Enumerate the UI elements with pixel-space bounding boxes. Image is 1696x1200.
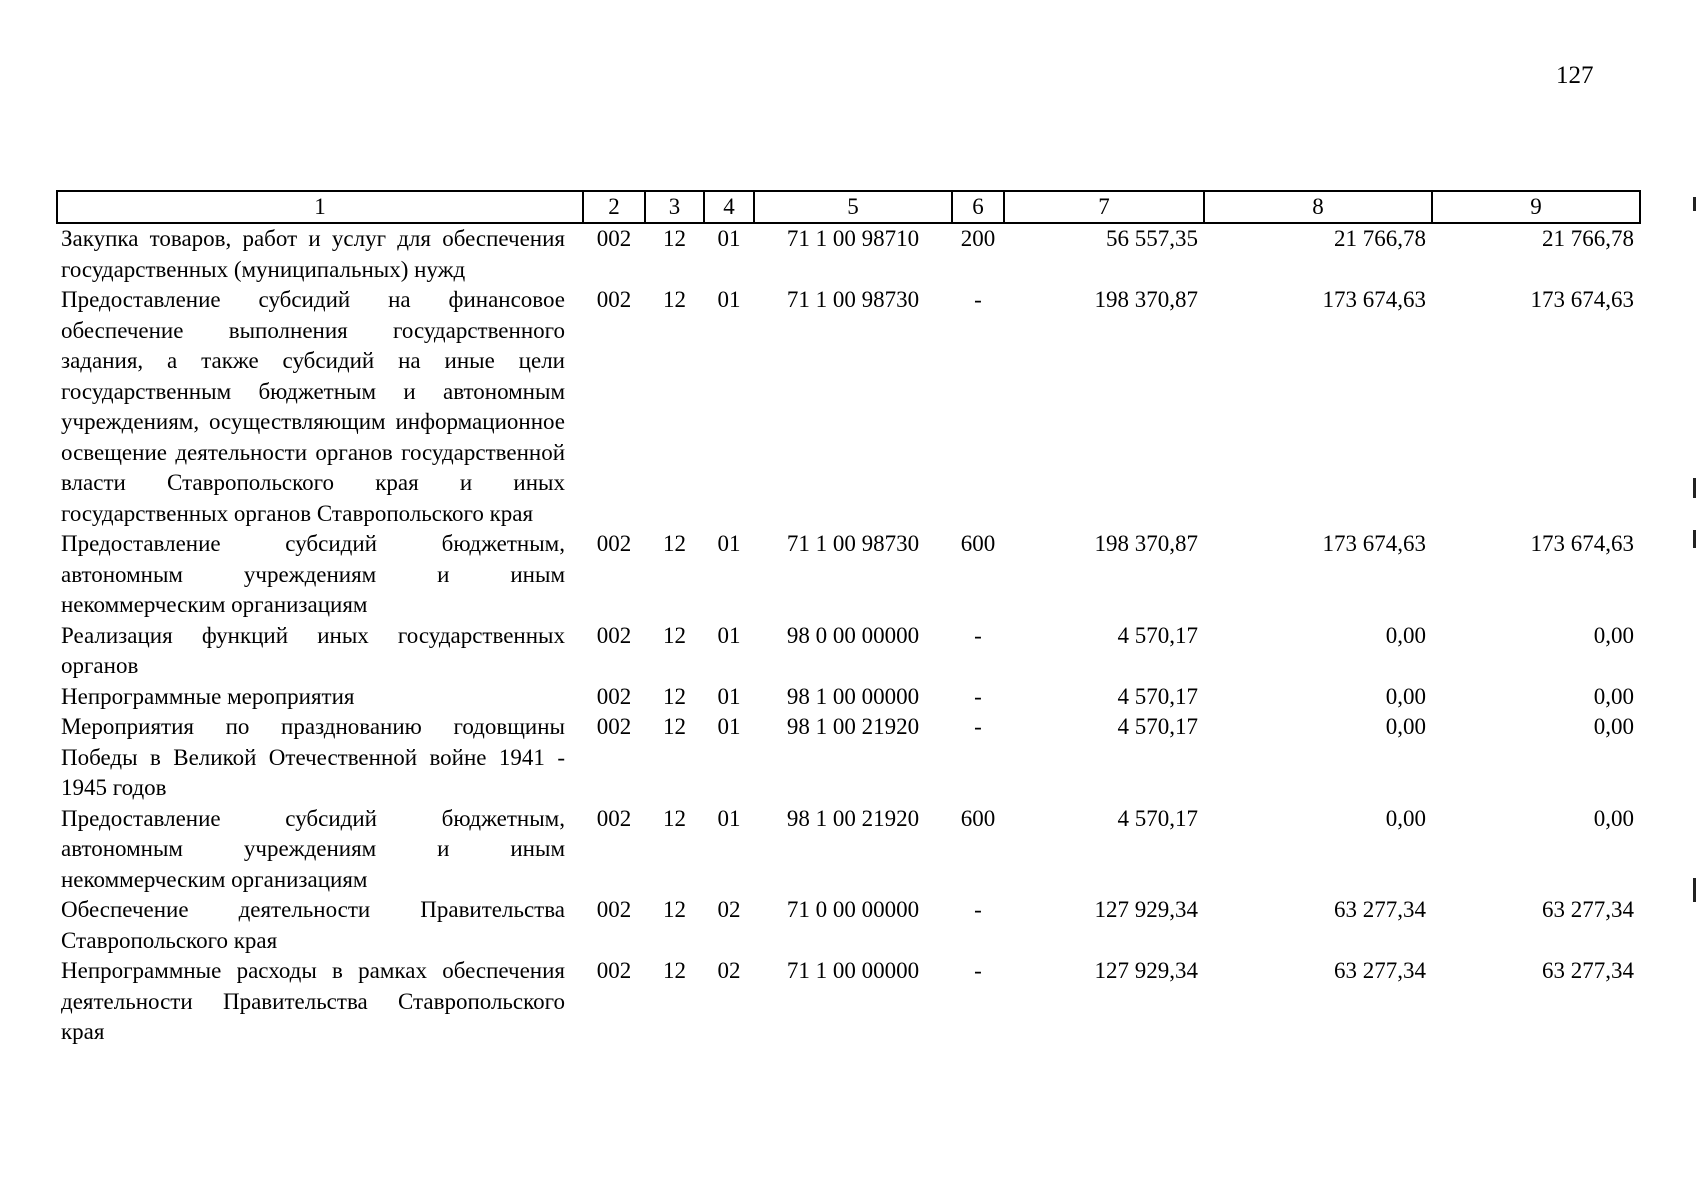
amount-col7: 4 570,17: [1117, 714, 1198, 739]
ministry-code: 002: [596, 531, 632, 556]
expense-type-code: -: [974, 287, 982, 312]
amount-col8: 21 766,78: [1334, 226, 1426, 251]
amount-col8: 173 674,63: [1322, 531, 1426, 556]
ministry-code: 002: [596, 287, 632, 312]
header-cell: 9: [1432, 191, 1640, 223]
ministry-code: 002: [596, 683, 632, 709]
target-article-code: 71 1 00 00000: [786, 958, 920, 983]
amount-col9: 63 277,34: [1542, 958, 1634, 983]
header-cell: 8: [1204, 191, 1432, 223]
amount-col7: 198 370,87: [1094, 531, 1198, 556]
amount-col9: 0,00: [1593, 714, 1634, 739]
amount-col7: 127 929,34: [1094, 897, 1198, 922]
amount-col8: 173 674,63: [1322, 287, 1426, 312]
table-row: [57, 682, 1640, 713]
amount-col9: 0,00: [1593, 683, 1634, 709]
item-name: Закупка товаров, работ и услуг для обеспечения государственных (муниципальных) нужд: [61, 226, 565, 282]
header-cell: 6: [952, 191, 1004, 223]
header-cell: 3: [645, 191, 704, 223]
section-code: 12: [663, 622, 686, 648]
expense-type-code: 600: [960, 805, 996, 831]
table-row: [57, 285, 1640, 529]
subsection-code: 01: [717, 226, 741, 251]
header-cell: 1: [57, 191, 583, 223]
amount-col9: 173 674,63: [1530, 287, 1634, 312]
ministry-code: 002: [596, 622, 632, 648]
header-cell: 5: [754, 191, 952, 223]
section-code: 12: [663, 958, 686, 983]
subsection-code: 01: [717, 805, 741, 831]
amount-col8: 0,00: [1385, 805, 1426, 831]
item-name: Мероприятия по празднованию годовщины Победы в Великой Отечественной войне 1941 - 1945 годов: [61, 714, 565, 800]
subsection-code: 02: [717, 897, 741, 922]
amount-col7: 4 570,17: [1117, 805, 1198, 831]
subsection-code: 01: [717, 287, 741, 312]
target-article-code: 71 1 00 98730: [786, 531, 920, 556]
expense-type-code: -: [974, 683, 982, 709]
section-code: 12: [663, 805, 686, 831]
amount-col9: 21 766,78: [1542, 226, 1634, 251]
table-row: [57, 804, 1640, 896]
page-number: 127: [1556, 62, 1594, 89]
target-article-code: 98 1 00 21920: [786, 805, 920, 831]
table-row: [57, 621, 1640, 682]
amount-col8: 63 277,34: [1334, 958, 1426, 983]
table-row: [57, 895, 1640, 956]
table-row: [57, 223, 1640, 285]
expense-type-code: 600: [960, 531, 996, 556]
ministry-code: 002: [596, 714, 632, 739]
item-name: Предоставление субсидий бюджетным, автономным учреждениям и иным некоммерческим организациям: [61, 805, 565, 892]
amount-col8: 0,00: [1385, 714, 1426, 739]
amount-col7: 198 370,87: [1094, 287, 1198, 312]
amount-col9: 173 674,63: [1530, 531, 1634, 556]
amount-col9: 0,00: [1593, 622, 1634, 648]
amount-col9: 63 277,34: [1542, 897, 1634, 922]
ministry-code: 002: [596, 897, 632, 922]
target-article-code: 71 1 00 98710: [786, 226, 920, 251]
section-code: 12: [663, 287, 686, 312]
header-cell: 7: [1004, 191, 1204, 223]
amount-col7: 56 557,35: [1106, 226, 1198, 251]
item-name: Непрограммные расходы в рамках обеспечения деятельности Правительства Ставропольского края: [61, 958, 565, 1044]
header-cell: 4: [704, 191, 754, 223]
ministry-code: 002: [596, 805, 632, 831]
expense-type-code: -: [974, 958, 982, 983]
target-article-code: 98 0 00 00000: [786, 622, 920, 648]
expense-type-code: 200: [960, 226, 996, 251]
expense-type-code: -: [974, 714, 982, 739]
target-article-code: 98 1 00 00000: [786, 683, 920, 709]
subsection-code: 02: [717, 958, 741, 983]
amount-col8: 0,00: [1385, 683, 1426, 709]
section-code: 12: [663, 714, 686, 739]
subsection-code: 01: [717, 531, 741, 556]
subsection-code: 01: [717, 622, 741, 648]
target-article-code: 71 1 00 98730: [786, 287, 920, 312]
ministry-code: 002: [596, 226, 632, 251]
expense-type-code: -: [974, 622, 982, 648]
item-name: Предоставление субсидий на финансовое обеспечение выполнения государственного задания, а также субсидий на иные цели государственным бюджетным и автономным учреждениям, осуществляющим информационное освещение деятельности органов государственной власти Ставропольского края и иных государственных органов Ставропольского края: [61, 287, 565, 526]
item-name: Реализация функций иных государственных органов: [61, 622, 565, 678]
item-name: Обеспечение деятельности Правительства Ставропольского края: [61, 897, 565, 953]
target-article-code: 71 0 00 00000: [786, 897, 920, 922]
amount-col7: 4 570,17: [1117, 622, 1198, 648]
section-code: 12: [663, 897, 686, 922]
amount-col8: 0,00: [1385, 622, 1426, 648]
amount-col9: 0,00: [1593, 805, 1634, 831]
section-code: 12: [663, 531, 686, 556]
ministry-code: 002: [596, 958, 632, 983]
header-row: [57, 191, 1640, 223]
target-article-code: 98 1 00 21920: [786, 714, 920, 739]
table-row: [57, 712, 1640, 804]
item-name: Предоставление субсидий бюджетным, автономным учреждениям и иным некоммерческим организациям: [61, 531, 565, 617]
subsection-code: 01: [717, 683, 741, 709]
table-row: [57, 956, 1640, 1048]
expense-type-code: -: [974, 897, 982, 922]
section-code: 12: [663, 683, 686, 709]
subsection-code: 01: [717, 714, 741, 739]
amount-col8: 63 277,34: [1334, 897, 1426, 922]
table-body: [57, 223, 1640, 1048]
amount-col7: 127 929,34: [1094, 958, 1198, 983]
section-code: 12: [663, 226, 686, 251]
amount-col7: 4 570,17: [1117, 683, 1198, 709]
header-cell: 2: [583, 191, 645, 223]
table-row: [57, 529, 1640, 621]
item-name: Непрограммные мероприятия: [61, 683, 355, 709]
budget-table: [56, 190, 1641, 1048]
